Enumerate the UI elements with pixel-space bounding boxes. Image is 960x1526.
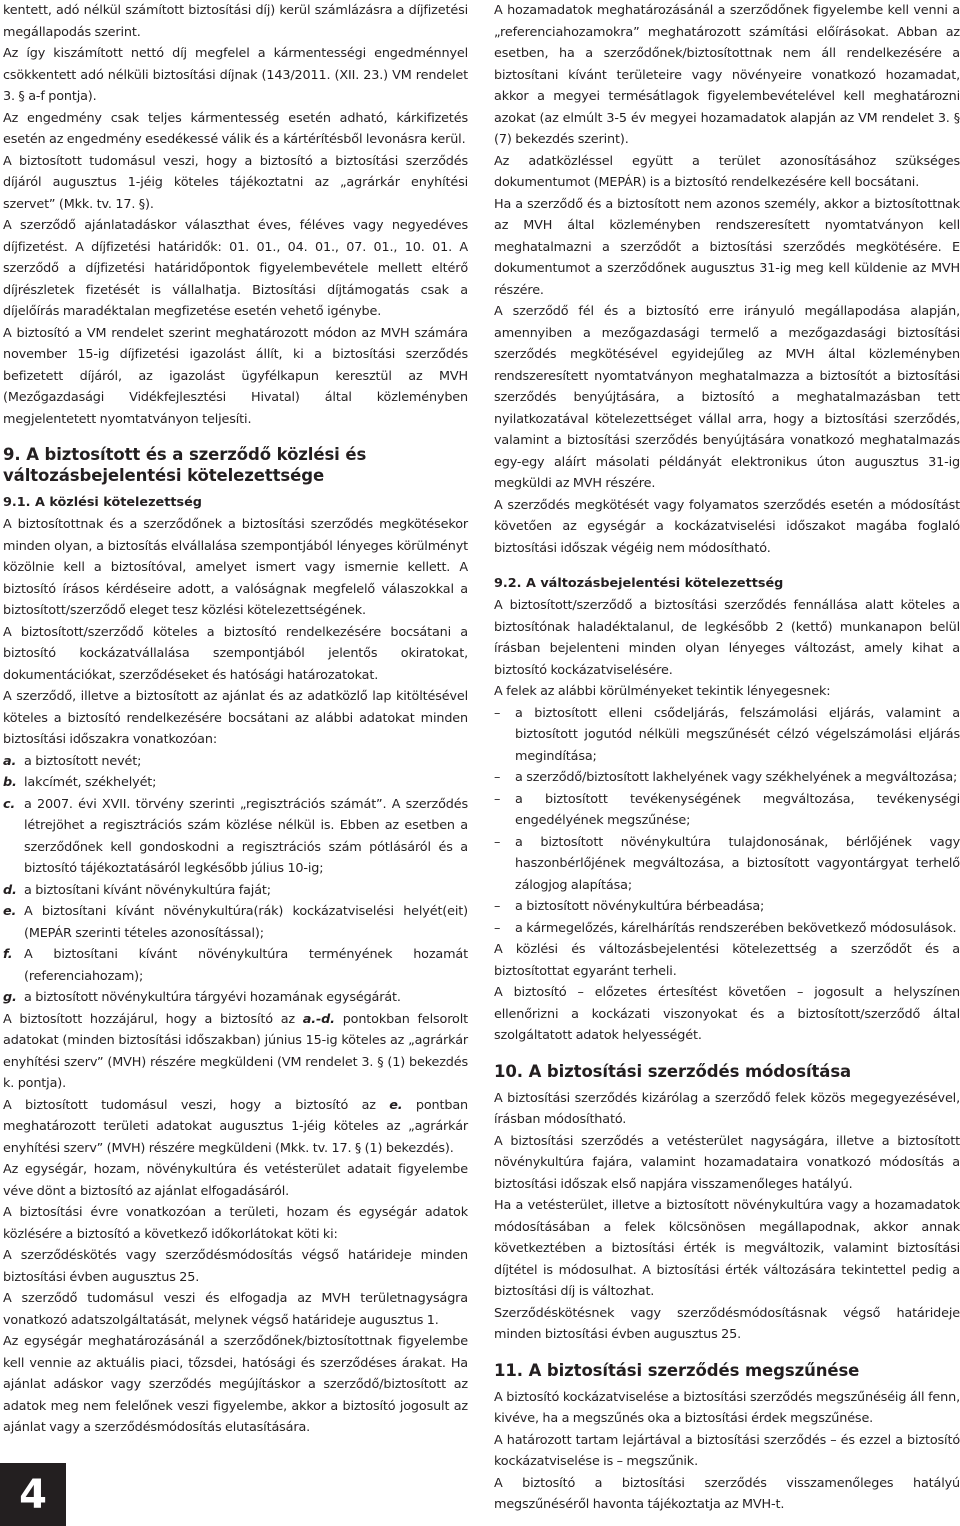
list-item (494, 703, 960, 768)
section-heading-10: 10. A biztosítási szerződés módosítása (494, 1061, 852, 1081)
paragraph: A biztosított/szerződő köteles a biztosító rendelkezésére bocsátani a biztosító kockázatvállalása szempontjából jelentős okiratokat, dokumentációkat, szerződéseket és hatósági határozatokat. (3, 624, 468, 683)
paragraph: A biztosító – előzetes értesítést követően – jogosult a helyszínen ellenőrizni a kockázati viszonyokat és a biztosított/szerződő által szolgáltatott adatok helyességét. (494, 985, 960, 1043)
paragraph: Az egységár meghatározásánál a szerződőnek/biztosítottnak figyelembe kell vennie az aktuális piaci, tőzsdei, hatósági és szerződéses árakat. Ha ajánlat adáskor vagy szerződés megújításkor a szerződő/biztosított az adatok meg nem felelőnek veszi figyelembe, akkor a biztosító jogosult az ajánlat vagy a szerződésmódosítás elutasítására. (3, 1334, 468, 1435)
list-text: a biztosított nevét; (24, 753, 142, 769)
paragraph: Ha a vetésterület, illetve a biztosított növénykultúra vagy a hozamadatok módosításában a felek kölcsönösen megállapodnak, akkor annak következtében a biztosítási érték is megváltozik, valamint biztosítási díjtétel is módosulhat. A biztosítási érték változására tekintettel pedig a biztosítási díj is változhat. (494, 1198, 960, 1299)
page-number: 4 (0, 1463, 66, 1526)
paragraph: A biztosított/szerződő a biztosítási szerződés fennállása alatt köteles a biztosítónak haladéktalanul, de legkésőbb 2 (kettő) munkanapon belül írásban bejelenteni minden olyan lényeges változást, amely kihat a biztosító kockázatviselésére. (494, 598, 960, 678)
list-item (494, 918, 960, 940)
list-text: a biztosított növénykultúra tulajdonosának, bérlőjének vagy haszonbérlőjének megváltozása, a biztosított vagyontárgyat terhelő zálogjog alapítása; (515, 834, 960, 893)
list-text: a biztosítani kívánt növénykultúra faját; (24, 882, 271, 898)
list-label: b. (3, 775, 17, 790)
paragraph: A szerződő ajánlatadáskor választhat éves, féléves vagy negyedéves díjfizetést. A díjfizetési határidők: 01. 01., 04. 01., 07. 01., 10. 01. A szerződő a díjfizetési határidőpontok figyelembevétele mellett eltérő díjrészletek fizetését is vállalhatja. Biztosítási díjtámogatás csak a díjelőírás maradéktalan megfizetése esetén vehető igénybe. (3, 218, 468, 319)
paragraph: A biztosító kockázatviselése a biztosítási szerződés megszűnéséig áll fenn, kivéve, ha a megszűnés oka a biztosítási érdek megszűnése. (494, 1389, 960, 1426)
list-item (3, 944, 468, 987)
list-label: c. (3, 796, 16, 812)
paragraph: A szerződő, illetve a biztosított az ajánlat és az adatközlő lap kitöltésével köteles a biztosító rendelkezésére bocsátani az alábbi adatokat minden biztosítási időszakra vonatkozóan: (3, 689, 468, 747)
paragraph: A szerződő tudomásul veszi és elfogadja az MVH területnagyságra vonatkozó adatszolgáltatását, melynek végső határideje augusztus 1. (3, 1291, 468, 1328)
dash-marker: – (494, 834, 501, 850)
list-label: g. (3, 990, 17, 1005)
paragraph: A biztosítottnak és a szerződőnek a biztosítási szerződés megkötésekor minden olyan, a biztosítás elvállalása szempontjából lényeges körülményt közölnie kell a biztosítóval, amelyet ismert vagy ismernie kellett. A biztosító írásos kérdéseire adott, a valóságnak megfelelő válaszokkal a biztosított/szerződő eleget tesz közlési kötelezettségének. (3, 517, 468, 618)
paragraph: Az engedmény csak teljes kármentesség esetén adható, kárkifizetés esetén az engedmény esedékessé válik és a kártérítésből levonásra kerül. (3, 110, 468, 147)
dash-list (494, 703, 960, 940)
right-column (494, 0, 960, 1516)
list-item (494, 832, 960, 897)
list-text: a biztosított növénykultúra tárgyévi hozamának egységárát. (24, 990, 401, 1005)
list-text: a biztosított növénykultúra bérbeadása; (515, 899, 765, 914)
section-heading-11: 11. A biztosítási szerződés megszűnése (494, 1360, 860, 1380)
paragraph: kentett, adó nélkül számított biztosítási díj) kerül számlázásra a díjfizetési megállapodás szerint. (3, 3, 468, 40)
list-label: e. (3, 904, 17, 919)
paragraph: A biztosítási szerződés kizárólag a szerződő felek közös megegyezésével, írásban módosítható. (494, 1090, 960, 1127)
paragraph: A határozott tartam lejártával a biztosítási szerződés – és ezzel a biztosító kockázatviselése is – megszűnik. (494, 1432, 960, 1469)
section-heading-9: 9. A biztosított és a szerződő közlési és változásbejelentési kötelezettsége (3, 445, 367, 485)
list-text: a 2007. évi XVII. törvény szerinti „regisztrációs számát”. A szerződés létrejöhet a regisztrációs szám közlése nélkül is. Ebben az esetben a szerződőnek kell gondoskodni a regisztrációs szám pótlásáról és a biztosító tájékoztatásáról legkésőbb július 10-ig; (24, 796, 468, 876)
list-item (3, 901, 468, 944)
list-item (494, 767, 960, 789)
list-label: a. (3, 753, 17, 769)
list-item (3, 880, 468, 902)
list-text: A biztosítani kívánt növénykultúra(rák) kockázatviselési helyét(eit) (MEPÁR szerinti tételes azonosítással); (24, 904, 468, 941)
paragraph: A felek az alábbi körülményeket tekintik lényegesnek: (494, 684, 831, 699)
list-text: a biztosított tevékenységének megváltozása, tevékenységi engedélyének megszűnése; (515, 791, 960, 828)
paragraph: A közlési és változásbejelentési kötelezettség a szerződőt és a biztosítottat egyaránt terheli. (494, 942, 960, 979)
list-text: lakcímét, székhelyét; (24, 775, 157, 790)
list-item (3, 772, 468, 794)
dash-marker: – (494, 791, 501, 807)
list-text: A biztosítani kívánt növénykultúra terményének hozamát (referenciahozam); (24, 947, 468, 984)
list-item (494, 896, 960, 918)
paragraph: A biztosított hozzájárul, hogy a biztosító az a.-d. pontokban felsorolt adatokat (minden biztosítási időszakban) június 15-ig köteles az „agrárkár enyhítési szerv” (MVH) részére megküldeni (VM rendelet 3. § (1) bekezdés k. pontja). (3, 1011, 468, 1091)
paragraph: A biztosító a VM rendelet szerint meghatározott módon az MVH számára november 15-ig díjfizetési igazolást állít, ki a biztosítási szerződés befizetett díjáról, az igazolást ügyfélkapun keresztül az MVH (Mezőgazdasági Vidékfejlesztési Hivatal) által közleményben megjelentetett nyomtatványon teljesíti. (3, 325, 468, 427)
paragraph: Ha a szerződő és a biztosított nem azonos személy, akkor a biztosítottnak az MVH által közleményben rendszeresített nyomtatványon kell meghatalmazni a szerződőt a biztosítási szerződés megkötésére. E dokumentumot a szerződőnek augusztus 31-ig meg kell küldenie az MVH részére. (494, 196, 960, 298)
lettered-list (3, 751, 468, 1009)
paragraph: A biztosítási évre vonatkozóan a területi, hozam és egységár adatok közlésére a biztosító a következő időkorlátokat köti ki: (3, 1205, 468, 1242)
paragraph: A szerződő fél és a biztosító erre irányuló megállapodása alapján, amennyiben a mezőgazdasági termelő a mezőgazdasági biztosítási szerződés megkötésével egyidejűleg az MVH által közleményben rendszeresített nyomtatványon meghatalmazza a biztosítót a biztosítási szerződés benyújtására, a biztosító a meghatalmazásban tett nyilatkozatával kötelezettséget vállal arra, hogy a biztosítási szerződés, valamint a biztosítási szerződés benyújtására vonatkozó meghatalmazás egy-egy aláírt másolati példányát elektronikus úton augusztus 31-ig megküldi az MVH részére. (494, 304, 960, 491)
paragraph: Az adatközléssel együtt a terület azonosításához szükséges dokumentumot (MEPÁR) is a biztosító rendelkezésére kell bocsátani. (494, 153, 960, 190)
list-item (3, 987, 468, 1009)
list-text: a biztosított elleni csődeljárás, felszámolási eljárás, valamint a biztosított jogutód nélküli megszűnését célzó végelszámolási eljárás megindítása; (515, 705, 960, 764)
dash-marker: – (494, 899, 501, 914)
paragraph: A hozamadatok meghatározásánál a szerződőnek figyelembe kell venni a „referenciahozamokra” meghatározott számítási előírásokat. Abban az esetben, ha a szerződőnek/biztosítottnak nem áll rendelkezésére a biztosítani kívánt területeire vagy növényeire vonatkozó hozamadat, akkor a megyei termésátlagok figyelembevételével kell meghatározni azokat (az elmúlt 3-5 év megyei hozamadatok alapján az VM rendelet 3. § (7) bekezdés szerint). (494, 3, 960, 147)
paragraph: A biztosított tudomásul veszi, hogy a biztosító a biztosítási szerződés díjáról augusztus 1-jéig köteles tájékoztatni az „agrárkár enyhítési szervet” (Mkk. tv. 17. §). (3, 153, 468, 212)
paragraph: Az egységár, hozam, növénykultúra és vetésterület adatait figyelembe véve dönt a biztosító az ajánlat elfogadásáról. (3, 1162, 468, 1199)
paragraph: A biztosítási szerződés a vetésterület nagyságára, illetve a biztosított növénykultúra fajára, valamint hozamadataira vonatkozó módosítás a biztosítási időszak első napjára visszamenőleges hatályú. (494, 1133, 960, 1192)
subsection-heading-9-2: 9.2. A változásbejelentési kötelezettség (494, 576, 784, 591)
list-item (3, 751, 468, 773)
dash-marker: – (494, 705, 501, 721)
list-label: d. (3, 882, 17, 898)
dash-marker: – (494, 920, 501, 936)
dash-marker: – (494, 770, 501, 785)
paragraph: A szerződéskötés vagy szerződésmódosítás végső határideje minden biztosítási évben augusztus 25. (3, 1248, 468, 1285)
left-column (3, 0, 468, 1439)
list-item (494, 789, 960, 832)
paragraph: A biztosított tudomásul veszi, hogy a biztosító az e. pontban meghatározott területi adatokat augusztus 1-jéig köteles az „agrárkár enyhítési szerv” (MVH) részére megküldeni (Mkk. tv. 17. § (1) bekezdés). (3, 1097, 468, 1156)
paragraph: A szerződés megkötését vagy folyamatos szerződés esetén a módosítást követően az egységár a kockázatviselési időszakot magába foglaló biztosítási időszak végéig nem módosítható. (494, 497, 960, 556)
list-text: a szerződő/biztosított lakhelyének vagy székhelyének a megváltozása; (515, 770, 958, 785)
list-item (3, 794, 468, 880)
list-text: a kármegelőzés, kárelhárítás rendszerében bekövetkező módosulások. (515, 920, 957, 936)
paragraph: Szerződéskötésnek vagy szerződésmódosításnak végső határideje minden biztosítási évben augusztus 25. (494, 1305, 960, 1342)
list-label: f. (3, 947, 13, 962)
subsection-heading-9-1: 9.1. A közlési kötelezettség (3, 495, 202, 510)
paragraph: A biztosító a biztosítási szerződés visszamenőleges hatályú megszűnéséről havonta tájékoztatja az MVH-t. (494, 1475, 960, 1512)
paragraph: Az így kiszámított nettó díj megfelel a kármentességi engedménnyel csökkentett adó nélküli biztosítási díjnak (143/2011. (XII. 23.) VM rendelet 3. § a-f pontja). (3, 46, 468, 104)
